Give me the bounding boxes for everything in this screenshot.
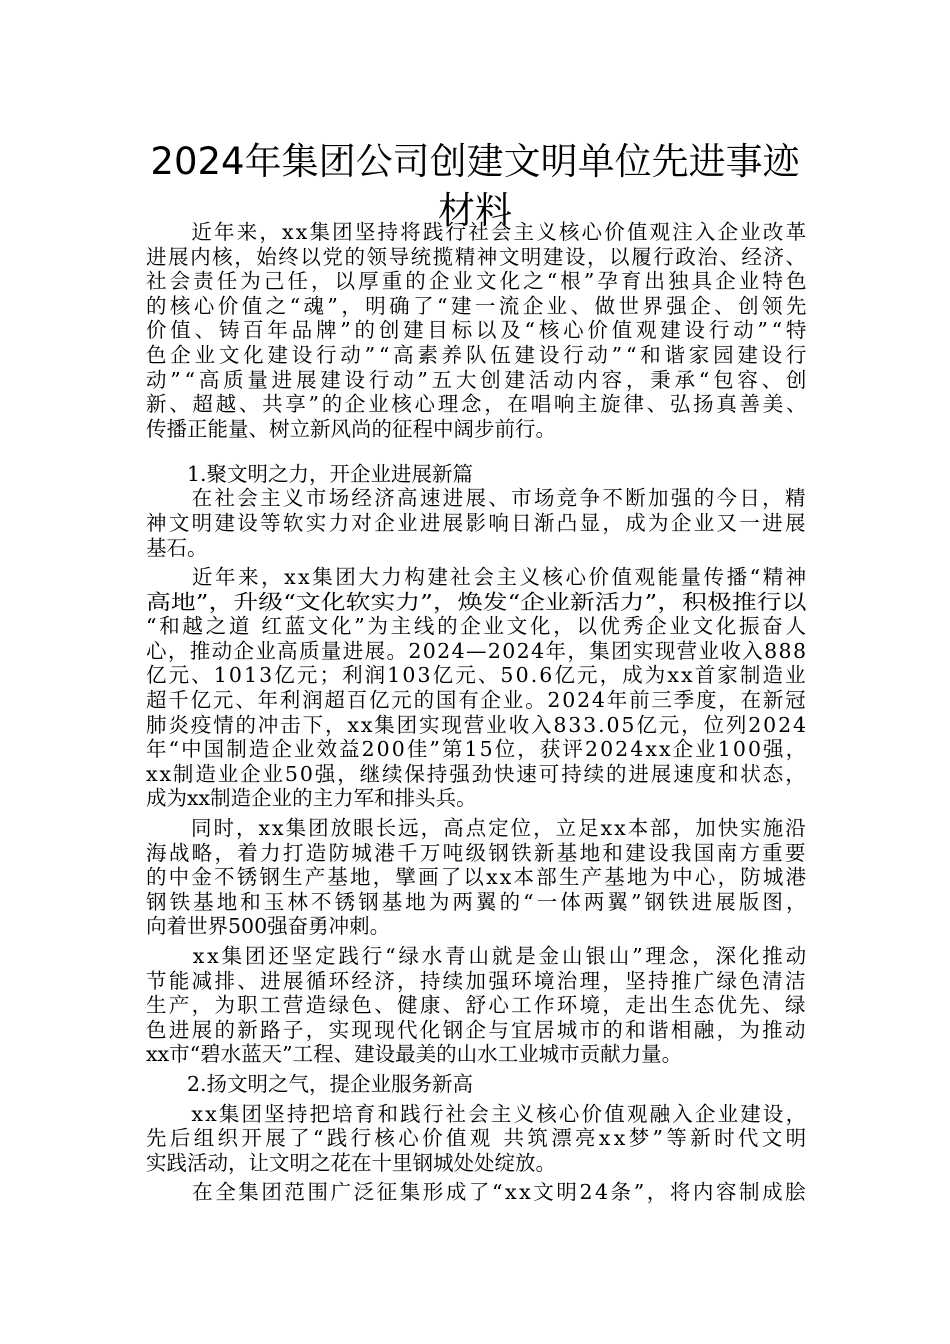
body-text-line: 色进展的新路子，实现现代化钢企与宜居城市的和谐相融，为推动 — [146, 1017, 808, 1042]
body-text-line: 钢铁基地和玉林不锈钢基地为两翼的“一体两翼”钢铁进展版图， — [146, 889, 810, 914]
body-text-line: xx集团还坚定践行“绿水青山就是金山银山”理念，深化推动 — [146, 944, 809, 968]
body-text-line: 向着世界500强奋勇冲刺。 — [146, 914, 391, 939]
body-text-line: 海战略，着力打造防城港千万吨级钢铁新基地和建设我国南方重要 — [146, 840, 808, 865]
body-text-line: 动”“高质量进展建设行动”五大创建活动内容，秉承“包容、创 — [146, 367, 811, 392]
body-text-line: 色企业文化建设行动”“高素养队伍建设行动”“和谐家园建设行 — [146, 343, 811, 367]
body-text-line: 肺炎疫情的冲击下，xx集团实现营业收入833.05亿元，位列2024 — [146, 712, 808, 737]
body-text-line: 近年来，xx集团大力构建社会主义核心价值观能量传播“精神 — [146, 565, 809, 589]
body-text-line: “和越之道 红蓝文化”为主线的企业文化，以优秀企业文化振奋人 — [146, 614, 809, 639]
body-text-line: 同时，xx集团放眼长远，高点定位，立足xx本部，加快实施沿 — [146, 816, 808, 840]
body-text-line: xx市“碧水蓝天”工程、建设最美的山水工业城市贡献力量。 — [146, 1042, 683, 1067]
body-text-line: 年“中国制造企业效益200佳”第15位，获评2024xx企业100强， — [146, 737, 809, 762]
body-text-line: 进展内核，始终以党的领导统揽精神文明建设，以履行政治、经济、 — [146, 244, 808, 269]
document-title-line-1: 2024年集团公司创建文明单位先进事迹 — [150, 140, 800, 183]
body-text-line: 在社会主义市场经济高速进展、市场竞争不断加强的今日，精 — [146, 486, 808, 511]
body-text-line: 高地”，升级“文化软实力”，焕发“企业新活力”，积极推行以 — [146, 589, 807, 614]
body-text-line: 心，推动企业高质量进展。2024—2024年，集团实现营业收入888 — [146, 638, 808, 663]
body-text-line: 的核心价值之“魂”，明确了“建一流企业、做世界强企、创领先 — [146, 293, 810, 318]
body-text-line: 社会责任为己任，以厚重的企业文化之“根”孕育出独具企业特色 — [146, 269, 810, 294]
body-text-line: 价值、铸百年品牌”的创建目标以及“核心价值观建设行动”“特 — [146, 318, 811, 343]
body-text-line: 亿元、1013亿元；利润103亿元、50.6亿元，成为xx首家制造业 — [146, 663, 808, 688]
body-text-line: 节能减排、进展循环经济，持续加强环境治理，坚持推广绿色清洁 — [146, 968, 808, 993]
body-text-line: 超千亿元、年利润超百亿元的国有企业。2024年前三季度，在新冠 — [146, 688, 808, 712]
document-title-line-2: 材料 — [438, 189, 512, 232]
body-text-line: 在全集团范围广泛征集形成了“xx文明24条”，将内容制成脍 — [146, 1180, 809, 1205]
body-text-line: 先后组织开展了“践行核心价值观 共筑漂亮xx梦”等新时代文明 — [146, 1126, 810, 1151]
body-text-line: 基石。 — [146, 535, 208, 560]
body-text-line: 的中金不锈钢生产基地，擘画了以xx本部生产基地为中心，防城港 — [146, 865, 809, 890]
body-text-line: 1.聚文明之力，开企业进展新篇 — [146, 461, 474, 486]
body-text-line: 生产，为职工营造绿色、健康、舒心工作环境，走出生态优先、绿 — [146, 993, 808, 1018]
body-text-line: 新、超越、共享”的企业核心理念，在唱响主旋律、弘扬真善美、 — [146, 392, 810, 417]
body-text-line: 传播正能量、树立新风尚的征程中阔步前行。 — [146, 416, 556, 441]
body-text-line: xx集团坚持把培育和践行社会主义核心价值观融入企业建设， — [146, 1101, 809, 1126]
body-text-line: 成为xx制造企业的主力军和排头兵。 — [146, 786, 477, 811]
body-text-line: 实践活动，让文明之花在十里钢城处处绽放。 — [146, 1150, 556, 1175]
body-text-line: 2.扬文明之气，提企业服务新高 — [146, 1072, 474, 1096]
body-text-line: xx制造业企业50强，继续保持强劲快速可持续的进展速度和状态， — [146, 761, 808, 786]
body-text-line: 近年来，xx集团坚持将践行社会主义核心价值观注入企业改革 — [146, 220, 809, 244]
body-text-line: 神文明建设等软实力对企业进展影响日渐凸显，成为企业又一进展 — [146, 510, 808, 535]
